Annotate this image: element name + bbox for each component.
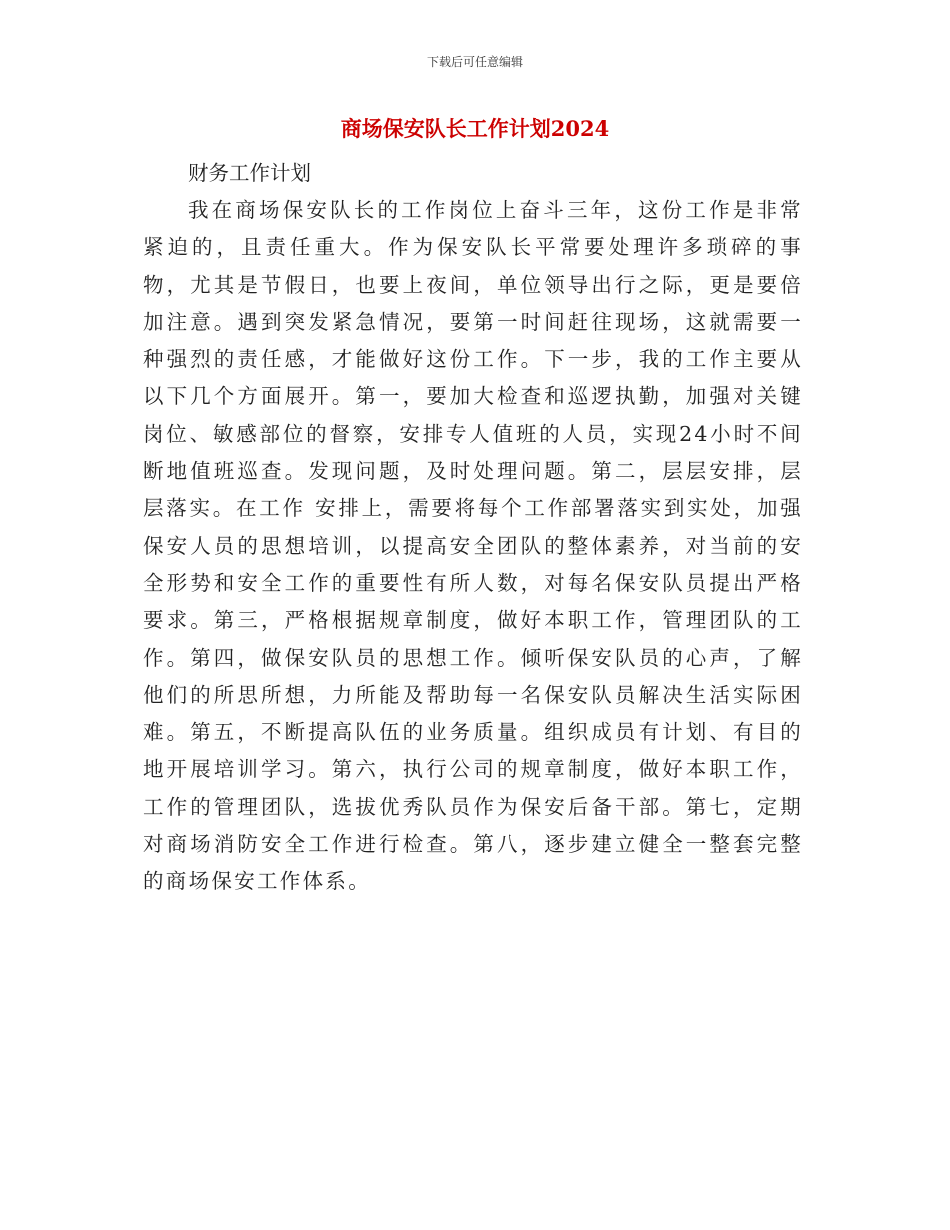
document-title: 商场保安队长工作计划2024 — [340, 116, 610, 141]
document-body — [143, 155, 803, 901]
body-paragraph: 我在商场保安队长的工作岗位上奋斗三年，这份工作是非常紧迫的，且责任重大。作为保安队长平常要处理许多琐碎的事物，尤其是节假日，也要上夜间，单位领导出行之际，更是要倍加注意。遇到突发紧急情况，要第一时间赶往现场，这就需要一种强烈的责任感，才能做好这份工作。下一步，我的工作主要从以下几个方面展开。第一，要加大检查和巡逻执勤，加强对关键岗位、敏感部位的督察，安排专人值班的人员，实现24小时不间断地值班巡查。发现问题，及时处理问题。第二，层层安排，层层落实。在工作 安排上，需要将每个工作部署落实到实处，加强保安人员的思想培训，以提高安全团队的整体素养，对当前的安全形势和安全工作的重要性有所人数，对每名保安队员提出严格要求。第三，严格根据规章制度，做好本职工作，管理团队的工作。第四，做保安队员的思想工作。倾听保安队员的心声，了解他们的所思所想，力所能及帮助每一名保安队员解决生活实际困难。第五，不断提高队伍的业务质量。组织成员有计划、有目的地开展培训学习。第六，执行公司的规章制度，做好本职工作，工作的管理团队，选拔优秀队员作为保安后备干部。第七，定期对商场消防安全工作进行检查。第八，逐步建立健全一整套完整的商场保安工作体系。 — [143, 198, 803, 894]
header-note: 下载后可任意编辑 — [426, 55, 523, 69]
document-subtitle: 财务工作计划 — [188, 161, 311, 185]
